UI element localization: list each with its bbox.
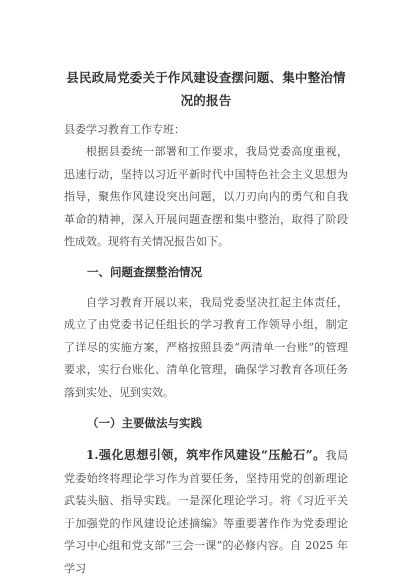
salutation: 县委学习教育工作专班： [64, 123, 185, 136]
item-lead: 1.强化思想引领，筑牢作风建设“压舱石”。 [86, 448, 326, 462]
section-heading: 一、问题查摆整治情况 [87, 264, 202, 279]
intro-paragraph: 根据县委统一部署和工作要求，我局党委高度重视，迅速行动，坚持以习近平新时代中国特色社会主义思想为指导，聚焦作风建设突出问题，以刀刃向内的勇气和自我革命的精神，深入开展问题查摆和集中整治，取得了阶段性成效。现将有关情况报告如下。 [64, 145, 348, 248]
subsection-heading: （一）主要做法与实践 [87, 416, 202, 430]
item-paragraph [64, 444, 348, 580]
document-title: 县民政局党委关于作风建设查摆问题、集中整治情况的报告 [66, 70, 346, 108]
section-paragraph: 自学习教育开展以来，我局党委坚决扛起主体责任，成立了由党委书记任组长的学习教育工作领导小组，制定了详尽的实施方案，严格按照县委“两清单一台账”的管理要求，实行台账化、清单化管理，确保学习教育各项任务落到实处、见到实效。 [64, 295, 348, 399]
item-text: 我局党委始终将理论学习作为首要任务，坚持用党的创新理论武装头脑、指导实践。一是深化理论学习。将《习近平关于加强党的作风建设论述摘编》等重要著作作为党委理论学习中心组和党支部“三会一课”的必修内容。自 2025 年学习 [64, 449, 348, 575]
